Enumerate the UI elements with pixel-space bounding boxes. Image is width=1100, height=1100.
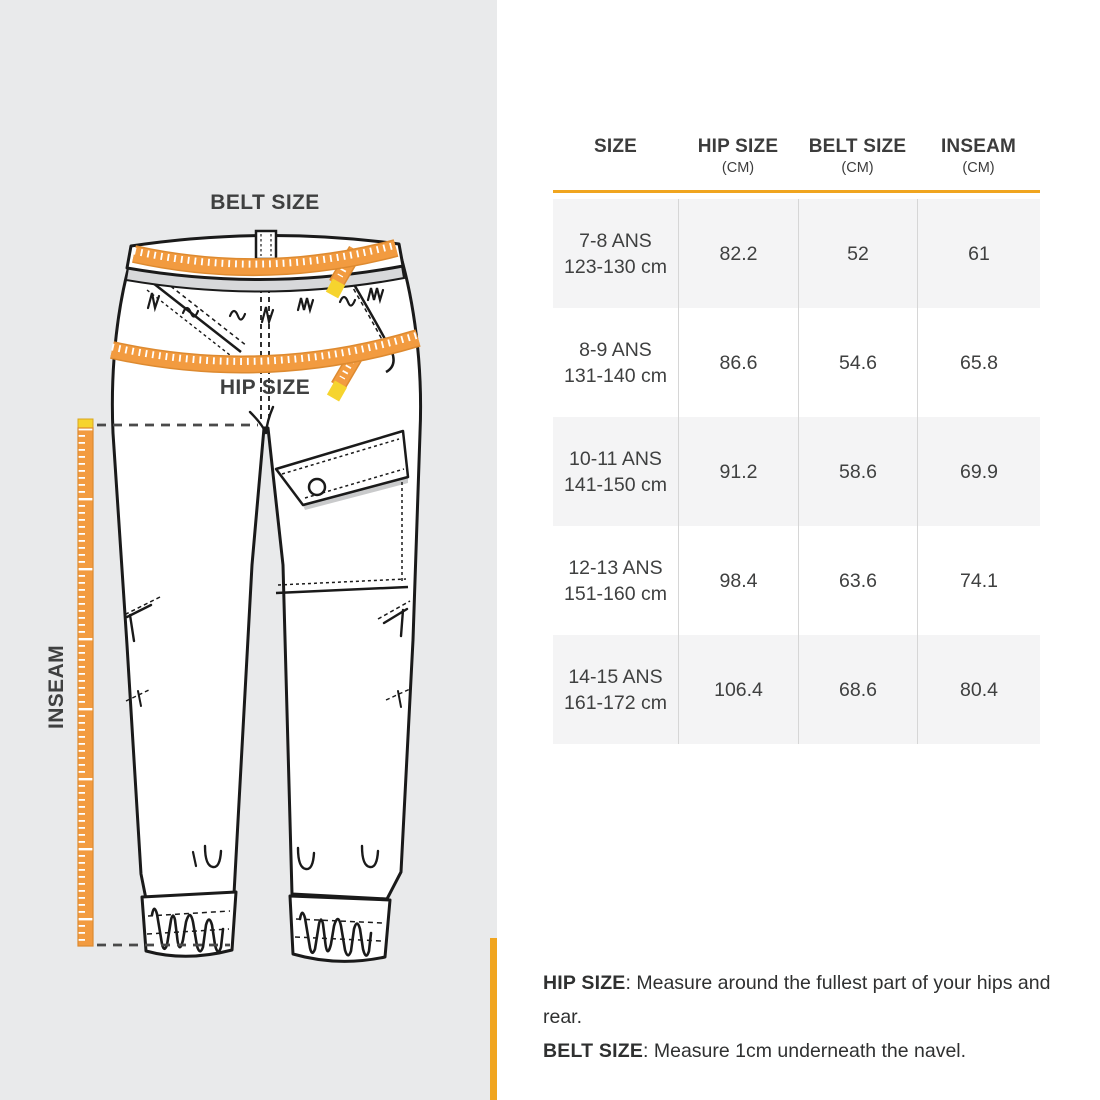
header-unit: (CM) (962, 160, 995, 176)
table-cell-belt: 58.6 (798, 417, 917, 526)
table-header-inseam (917, 128, 1040, 190)
measurement-notes (543, 966, 1088, 1068)
table-cell-belt: 63.6 (798, 526, 917, 635)
table-cell-size: 8-9 ANS 131-140 cm (564, 338, 667, 387)
table-cell-hip: 98.4 (678, 526, 798, 635)
table-cell-size: 10-11 ANS 141-150 cm (553, 417, 678, 526)
table-header-size (553, 128, 678, 190)
header-label: HIP SIZE (697, 136, 779, 157)
table-body (553, 199, 1040, 744)
table-cell-size: 7-8 ANS 123-130 cm (553, 199, 678, 308)
table-cell-inseam: 80.4 (917, 635, 1040, 744)
table-cell-hip: 91.2 (678, 417, 798, 526)
table-accent-rule (553, 190, 1040, 193)
header-label: INSEAM (940, 136, 1017, 157)
belt-note-label: BELT SIZE (543, 1040, 644, 1062)
diagram-panel (0, 0, 497, 1100)
left-cuff (142, 892, 236, 956)
table-header-row (553, 128, 1040, 190)
hip-size-label: HIP SIZE (219, 376, 311, 399)
table-header-belt (798, 128, 917, 190)
table-cell-hip: 86.6 (678, 308, 798, 417)
belt-note-text: : Measure 1cm underneath the navel. (643, 1040, 967, 1062)
belt-note (543, 1034, 1088, 1068)
hip-note-label: HIP SIZE (543, 972, 626, 994)
table-cell-inseam: 69.9 (917, 417, 1040, 526)
header-label: BELT SIZE (808, 136, 907, 157)
belt-loop (256, 231, 276, 259)
size-table (553, 128, 1040, 744)
header-unit: (CM) (721, 160, 755, 176)
pants-diagram (0, 0, 497, 1100)
hip-note (543, 966, 1088, 1034)
snap-button-icon (309, 479, 325, 495)
right-cuff (290, 896, 390, 961)
table-cell-inseam: 74.1 (917, 526, 1040, 635)
table-cell-size: 12-13 ANS 151-160 cm (564, 556, 667, 605)
inseam-tape-icon (78, 419, 93, 946)
table-cell-size: 14-15 ANS 161-172 cm (553, 635, 678, 744)
table-cell-inseam: 65.8 (917, 308, 1040, 417)
table-cell-hip: 106.4 (678, 635, 798, 744)
accent-bar (490, 938, 497, 1100)
header-unit: (CM) (841, 160, 874, 176)
hip-note-text: : Measure around the fullest part of your hips and rear. (543, 972, 1051, 1028)
belt-size-label: BELT SIZE (210, 191, 320, 214)
table-cell-inseam: 61 (917, 199, 1040, 308)
table-cell-hip: 82.2 (678, 199, 798, 308)
table-header-hip (678, 128, 798, 190)
header-label: SIZE (593, 136, 638, 157)
table-cell-belt: 52 (798, 199, 917, 308)
table-cell-belt: 54.6 (798, 308, 917, 417)
table-cell-belt: 68.6 (798, 635, 917, 744)
inseam-label: INSEAM (45, 644, 68, 730)
